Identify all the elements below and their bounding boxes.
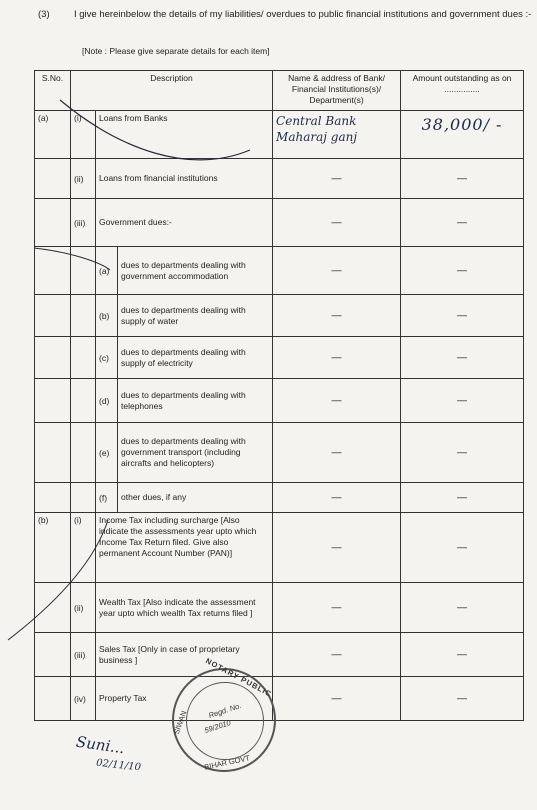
row-sno: (b) [35, 513, 71, 583]
row-sub-index: (d) [96, 379, 118, 423]
row-description: Property Tax [96, 677, 273, 721]
row-index: (ii) [71, 583, 96, 633]
row-description: Loans from financial institutions [96, 159, 273, 199]
table-row [35, 677, 524, 721]
row-sub-index: (c) [96, 337, 118, 379]
row-index: (iii) [71, 633, 96, 677]
section-number: (3) [38, 9, 50, 20]
table-row [35, 199, 524, 247]
row-description: Wealth Tax [Also indicate the assessment year upto which wealth Tax returns filed ] [96, 583, 273, 633]
row-sub-index: (b) [96, 295, 118, 337]
row-description: dues to departments dealing with supply of electricity [118, 337, 273, 379]
row-amount-dash: — [401, 483, 524, 513]
header-name-address: Name & address of Bank/ Financial Institutions(s)/ Department(s) [273, 71, 401, 111]
row-amount-dash: — [401, 247, 524, 295]
table-header-row [35, 71, 524, 111]
row-name-dash: — [273, 379, 401, 423]
row-sub-index: (f) [96, 483, 118, 513]
notary-stamp [171, 656, 276, 772]
row-amount-dash: — [401, 159, 524, 199]
table-row [35, 247, 524, 295]
header-amount: Amount outstanding as on ............... [401, 71, 524, 111]
row-name-dash: — [273, 513, 401, 583]
row-description: dues to departments dealing with telephones [118, 379, 273, 423]
stamp-left-text: SIWAN [171, 709, 189, 736]
liabilities-table [34, 70, 524, 721]
row-name-dash: — [273, 247, 401, 295]
intro-text: I give hereinbelow the details of my liabilities/ overdues to public financial institutions and government dues :- [74, 9, 532, 20]
bank-name-handwritten: Central Bank Maharaj ganj [273, 111, 401, 159]
table-row [35, 111, 524, 159]
row-amount-dash: — [401, 337, 524, 379]
row-sno: (a) [35, 111, 71, 159]
row-amount-dash: — [401, 295, 524, 337]
row-name-dash: — [273, 633, 401, 677]
row-sub-index: (a) [96, 247, 118, 295]
row-description: Government dues:- [96, 199, 273, 247]
table-row [35, 423, 524, 483]
stamp-bottom-text: BIHAR GOVT [203, 753, 251, 772]
row-index: (iii) [71, 199, 96, 247]
table-row [35, 483, 524, 513]
row-name-dash: — [273, 337, 401, 379]
row-amount-dash: — [401, 633, 524, 677]
row-index: (ii) [71, 159, 96, 199]
row-name-dash: — [273, 199, 401, 247]
header-sno: S.No. [35, 71, 71, 111]
table-row [35, 583, 524, 633]
row-description: other dues, if any [118, 483, 273, 513]
table-row [35, 337, 524, 379]
row-description: Loans from Banks [96, 111, 273, 159]
row-name-dash: — [273, 677, 401, 721]
row-sub-index: (e) [96, 423, 118, 483]
row-amount-dash: — [401, 513, 524, 583]
note-text: [Note : Please give separate details for each item] [82, 46, 270, 56]
row-amount-dash: — [401, 583, 524, 633]
row-description: Income Tax including surcharge [Also indicate the assessments year upto which Income Tax Return filed. Give also permanent Account Number (PAN)] [96, 513, 273, 583]
row-amount-dash: — [401, 677, 524, 721]
row-description: Sales Tax [Only in case of proprietary business ] [96, 633, 273, 677]
table-row [35, 379, 524, 423]
table-row [35, 633, 524, 677]
row-name-dash: — [273, 159, 401, 199]
signature-date: 02/11/10 [95, 757, 142, 774]
row-description: dues to departments dealing with supply of water [118, 295, 273, 337]
row-name-dash: — [273, 295, 401, 337]
row-amount-dash: — [401, 379, 524, 423]
table-row [35, 159, 524, 199]
row-name-dash: — [273, 583, 401, 633]
row-description: dues to departments dealing with government transport (including aircrafts and helicopters) [118, 423, 273, 483]
stamp-reg-number: 59/2010 [203, 718, 232, 735]
row-amount-dash: — [401, 423, 524, 483]
table-row [35, 513, 524, 583]
row-name-dash: — [273, 483, 401, 513]
stamp-center-text: Regd. No. [207, 701, 243, 720]
row-amount-dash: — [401, 199, 524, 247]
amount-handwritten: 38,000/ - [401, 111, 524, 159]
row-index: (i) [71, 111, 96, 159]
table-row [35, 295, 524, 337]
signature: Suni... [74, 732, 126, 758]
row-index: (i) [71, 513, 96, 583]
row-index: (iv) [71, 677, 96, 721]
header-description: Description [71, 71, 273, 111]
row-name-dash: — [273, 423, 401, 483]
row-description: dues to departments dealing with government accommodation [118, 247, 273, 295]
stamp-top-text: NOTARY PUBLIC [204, 656, 274, 699]
